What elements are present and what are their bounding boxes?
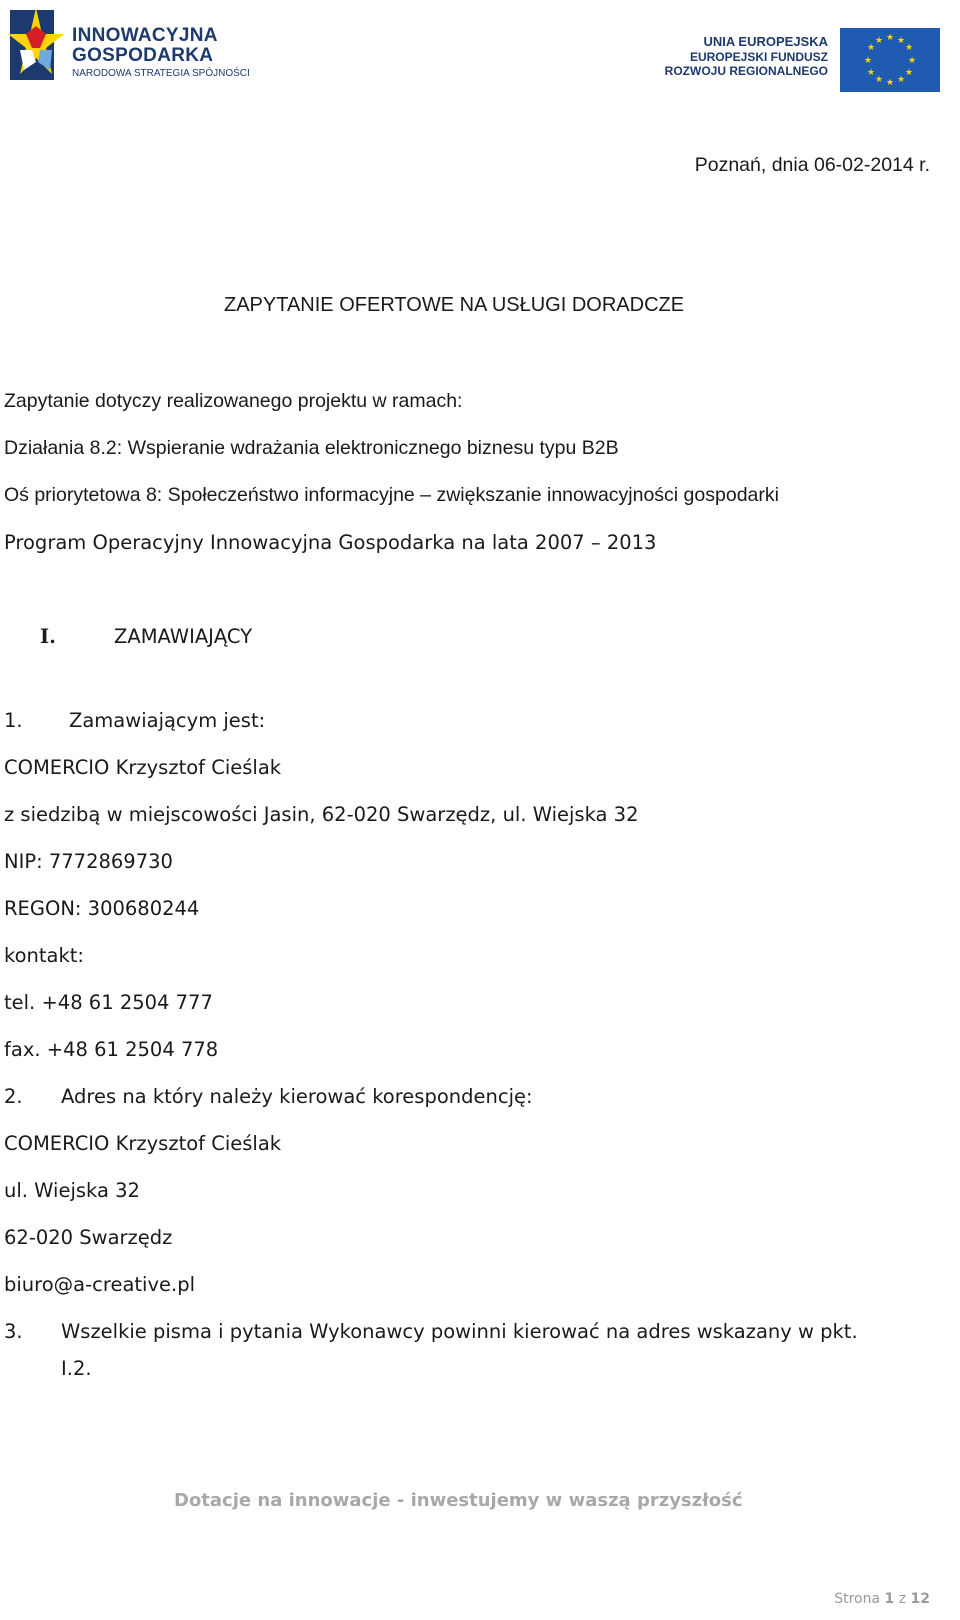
svg-text:★: ★ bbox=[866, 68, 876, 78]
svg-text:★: ★ bbox=[866, 43, 876, 53]
page-current: 1 bbox=[884, 1591, 895, 1607]
item1-regon: REGON: 300680244 bbox=[4, 897, 200, 920]
item1-contact-label: kontakt: bbox=[4, 944, 84, 967]
item3-number: 3. bbox=[4, 1320, 23, 1343]
svg-text:★: ★ bbox=[904, 43, 914, 53]
svg-text:★: ★ bbox=[863, 56, 873, 66]
svg-text:★: ★ bbox=[904, 68, 914, 78]
item1-company: COMERCIO Krzysztof Cieślak bbox=[4, 756, 282, 779]
logo-right-line3: ROZWOJU REGIONALNEGO bbox=[664, 64, 828, 78]
eu-flag-icon bbox=[840, 28, 940, 92]
item1-label: Zamawiającym jest: bbox=[69, 709, 266, 732]
item1-nip: NIP: 7772869730 bbox=[4, 850, 173, 873]
footer-slogan: Dotacje na innowacje - inwestujemy w waszą przyszłość bbox=[174, 1490, 743, 1511]
item3-line2: I.2. bbox=[61, 1357, 92, 1380]
item1-address: z siedzibą w miejscowości Jasin, 62-020 Swarzędz, ul. Wiejska 32 bbox=[4, 803, 639, 826]
project-line-program: Program Operacyjny Innowacyjna Gospodarka na lata 2007 – 2013 bbox=[4, 531, 657, 554]
item2-label: Adres na który należy kierować korespondencję: bbox=[61, 1085, 533, 1108]
item2-city: 62-020 Swarzędz bbox=[4, 1226, 173, 1249]
logo-left-line3: NARODOWA STRATEGIA SPÓJNOŚCI bbox=[72, 68, 250, 79]
page-prefix: Strona bbox=[834, 1591, 881, 1607]
item2-number: 2. bbox=[4, 1085, 23, 1108]
section-title: ZAMAWIAJĄCY bbox=[114, 625, 253, 648]
item2-street: ul. Wiejska 32 bbox=[4, 1179, 140, 1202]
logo-left-line1: INNOWACYJNA bbox=[72, 25, 218, 46]
item2-email: biuro@a-creative.pl bbox=[4, 1273, 196, 1296]
page-total: 12 bbox=[910, 1591, 930, 1607]
logo-left-line2: GOSPODARKA bbox=[72, 45, 214, 66]
page-number bbox=[834, 1591, 930, 1607]
item1-phone: tel. +48 61 2504 777 bbox=[4, 991, 213, 1014]
logo-right-line1: UNIA EUROPEJSKA bbox=[703, 34, 828, 49]
item1-number: 1. bbox=[4, 709, 23, 732]
svg-text:★: ★ bbox=[896, 75, 906, 85]
innowacyjna-gospodarka-logo bbox=[6, 4, 256, 86]
date-line: Poznań, dnia 06-02-2014 r. bbox=[694, 154, 930, 176]
svg-text:★: ★ bbox=[874, 75, 884, 85]
item1-fax: fax. +48 61 2504 778 bbox=[4, 1038, 219, 1061]
svg-text:★: ★ bbox=[885, 78, 895, 88]
svg-text:★: ★ bbox=[896, 36, 906, 46]
intro-text: Zapytanie dotyczy realizowanego projektu w ramach: bbox=[4, 390, 463, 412]
project-line-axis: Oś priorytetowa 8: Społeczeństwo informacyjne – zwiększanie innowacyjności gospodarki bbox=[4, 484, 779, 506]
svg-text:★: ★ bbox=[885, 33, 895, 43]
logo-right-line2: EUROPEJSKI FUNDUSZ bbox=[689, 50, 828, 64]
flag-star-icon bbox=[6, 4, 66, 84]
project-line-measure: Działania 8.2: Wspieranie wdrażania elektronicznego biznesu typu B2B bbox=[4, 437, 619, 459]
page-sep: z bbox=[898, 1591, 907, 1607]
document-title: ZAPYTANIE OFERTOWE NA USŁUGI DORADCZE bbox=[224, 294, 685, 316]
section-number: I. bbox=[40, 625, 56, 648]
svg-text:★: ★ bbox=[874, 36, 884, 46]
svg-text:★: ★ bbox=[907, 56, 917, 66]
item2-company: COMERCIO Krzysztof Cieślak bbox=[4, 1132, 282, 1155]
item3-line1: Wszelkie pisma i pytania Wykonawcy powinni kierować na adres wskazany w pkt. bbox=[61, 1320, 858, 1343]
eu-logo bbox=[640, 22, 940, 88]
